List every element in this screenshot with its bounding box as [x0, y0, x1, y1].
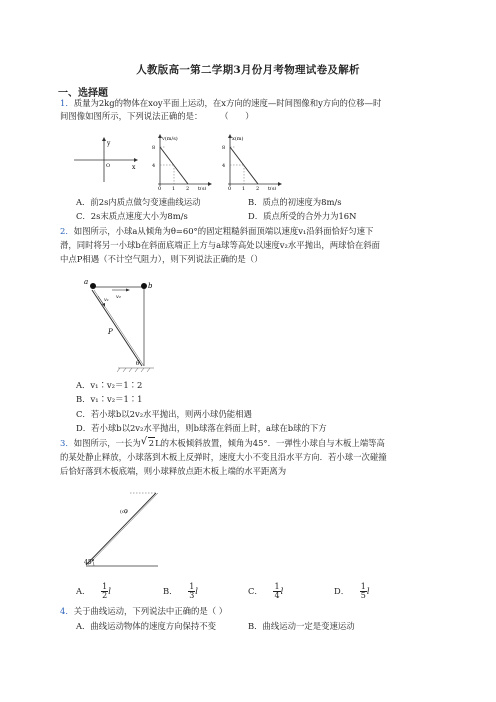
q3-option-b-var: l — [195, 586, 198, 596]
q1-fig2-xtick-1: 1 — [172, 186, 176, 190]
q2-label-v1: v₁ — [104, 297, 109, 303]
q1-fig2-xtick-0: 0 — [158, 186, 162, 190]
q3-option-a-num: 1 — [102, 582, 108, 591]
q2-stem-a: 如图所示，小球a从倾角为θ=60°的固定粗糙斜面顶端以速度v₁沿斜面恰好匀速下 — [73, 226, 374, 236]
q2-option-c: C．若小球b以2v₂水平抛出，则两小球仍能相遇 — [76, 409, 252, 419]
q2-option-b: B．v₁∶v₂＝1∶1 — [76, 394, 143, 404]
q3-option-a — [76, 583, 111, 600]
q3-option-c — [248, 583, 283, 600]
q3-option-d-letter: D． — [334, 586, 350, 596]
q1-number: 1． — [60, 98, 74, 108]
q3-stem-line1 — [60, 437, 385, 449]
q3-stem-line3: 后恰好落到木板底端，则小球释放点距木板上端的水平距离为 — [60, 466, 287, 476]
q3-option-b-den: 3 — [189, 591, 195, 600]
q2-figure-incline — [84, 274, 174, 374]
q3-option-c-var: l — [280, 586, 284, 596]
q1-fig3-xtick-1: 1 — [242, 186, 246, 190]
q1-option-c: C．2s末质点速度大小为8m/s — [76, 211, 188, 221]
q1-figure-vt-graph — [148, 132, 214, 190]
q2-label-theta: θ — [136, 360, 140, 367]
q1-fig2-xlabel: t(s) — [198, 186, 207, 190]
ball-a — [90, 283, 96, 289]
q3-option-c-den: 4 — [274, 591, 280, 600]
q1-stem-b: 间图像如图所示，下列说法正确的是： — [60, 111, 203, 121]
q1-fig3-ytick-4: 4 — [222, 163, 226, 169]
q3-option-c-fraction — [273, 583, 280, 600]
q1-stem-line2 — [60, 110, 254, 122]
q1-fig2-xtick-2: 2 — [186, 186, 190, 190]
q3-option-d-fraction — [360, 583, 367, 600]
q3-number: 3． — [60, 438, 74, 448]
q1-fig1-origin: O — [106, 163, 111, 169]
q4-stem: 关于曲线运动，下列说法中正确的是（ ） — [73, 606, 228, 616]
q1-fig3-xlabel: t(s) — [268, 186, 277, 190]
q4-number: 4． — [60, 606, 74, 616]
q1-fig1-xlabel: x — [132, 164, 136, 171]
q3-option-a-letter: A． — [76, 586, 91, 596]
q2-option-d: D．若小球b以2v₂水平抛出，则b球落在斜面上时，a球在b球的下方 — [76, 423, 327, 433]
q3-option-a-var: l — [108, 586, 111, 596]
q2-label-b: b — [148, 282, 153, 290]
ball-b — [141, 283, 147, 289]
section-heading: 一、选择题 — [58, 88, 108, 99]
q3-option-b-letter: B． — [163, 586, 178, 596]
q1-fig3-ytick-8: 8 — [222, 145, 226, 151]
q1-blank: （ ） — [224, 111, 254, 121]
q3-option-d-den: 5 — [360, 591, 366, 600]
q2-stem-line1 — [60, 225, 373, 237]
q1-fig3-ylabel: x(m) — [232, 136, 244, 142]
q3-option-b-num: 1 — [189, 582, 195, 591]
q1-fig1-ylabel: y — [107, 140, 111, 147]
q3-option-c-num: 1 — [274, 582, 280, 591]
q4-stem-line — [60, 605, 227, 617]
q1-fig2-ylabel: v(m/s) — [162, 136, 178, 142]
q3-option-c-letter: C． — [248, 586, 263, 596]
q1-stem-line1 — [60, 97, 381, 109]
q1-option-d: D．质点所受的合外力为16N — [248, 211, 357, 221]
q4-option-b: B．曲线运动一定是变速运动 — [248, 621, 355, 631]
q2-label-p: P — [108, 328, 113, 336]
q1-fig3-xtick-2: 2 — [256, 186, 260, 190]
q3-option-a-den: 2 — [102, 591, 108, 600]
q1-fig2-ytick-8: 8 — [152, 145, 156, 151]
q1-option-b: B．质点的初速度为8m/s — [248, 197, 342, 207]
q2-stem-line2: 滑，同时将另一小球b在斜面底端正上方与a球等高处以速度v₂水平抛出，两球恰在斜面 — [60, 240, 380, 250]
q1-figure-xt-graph — [218, 132, 284, 190]
q3-angle-label: 45° — [84, 559, 95, 566]
q3-option-b — [163, 583, 198, 600]
q2-label-v2: v₂ — [116, 294, 121, 300]
q2-label-a: a — [84, 278, 89, 286]
q3-option-d-var: l — [366, 586, 370, 596]
q1-fig2-ytick-4: 4 — [152, 163, 156, 169]
q3-stem-a-post: L的木板倾斜放置，倾角为45°．一弹性小球自与木板上端等高 — [155, 438, 385, 448]
q1-figure-axes — [70, 136, 142, 184]
document-title: 人教版高一第二学期3月份月考物理试卷及解析 — [136, 64, 360, 76]
q3-sqrt-value: 2 — [148, 438, 155, 448]
q3-sqrt: √ 2 — [140, 436, 155, 448]
q1-option-a: A．前2s内质点做匀变速曲线运动 — [76, 197, 201, 207]
q1-fig3-xtick-0: 0 — [228, 186, 232, 190]
q2-option-a: A．v₁∶v₂＝1∶2 — [76, 380, 143, 390]
q2-number: 2． — [60, 226, 74, 236]
q2-stem-line3: 中点P相遇（不计空气阻力），则下列说法正确的是（） — [60, 254, 263, 264]
q3-stem-line2: 的某处静止释放，小球落到木板上反弹时，速度大小不变且沿水平方向．若小球一次碰撞 — [60, 452, 387, 462]
q3-option-d-num: 1 — [360, 582, 366, 591]
q3-figure-board — [82, 487, 168, 571]
q3-stem-a-pre: 如图所示，一长为 — [73, 438, 141, 448]
q3-ball-label: (o) — [120, 509, 127, 515]
q3-option-d — [334, 583, 370, 600]
q4-option-a: A．曲线运动物体的速度方向保持不变 — [76, 621, 217, 631]
q1-stem-a: 质量为2kg的物体在xoy平面上运动，在x方向的速度—时间图像和y方向的位移—时 — [73, 98, 382, 108]
